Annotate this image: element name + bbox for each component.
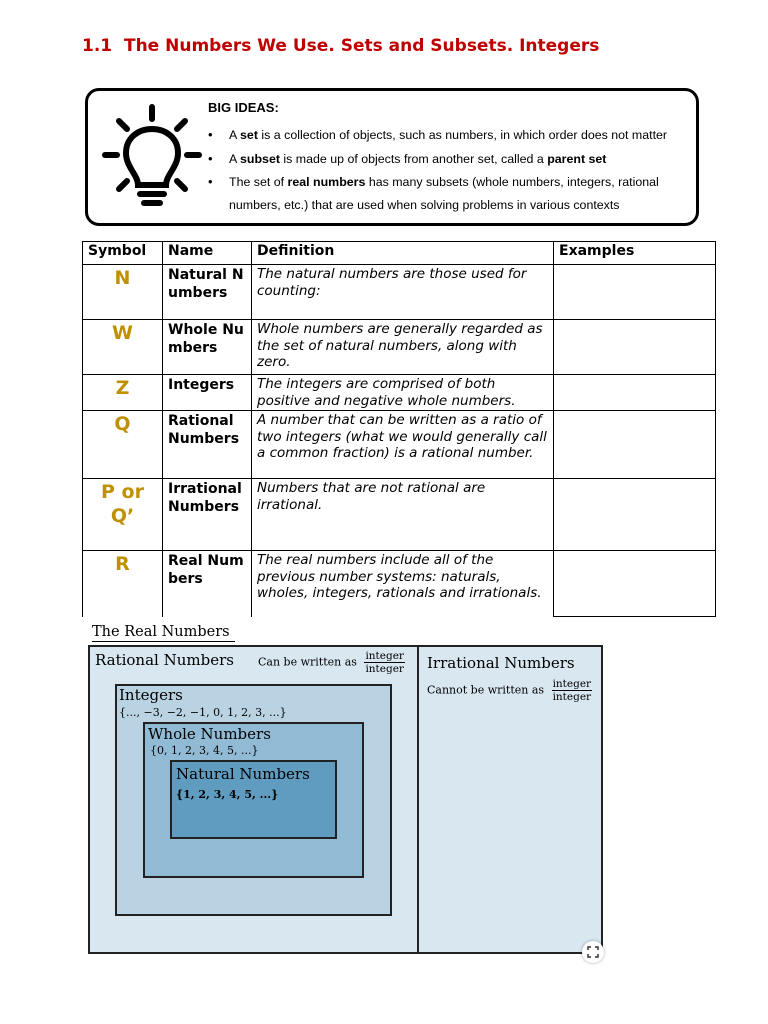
- name-cell: Real Numbers: [163, 551, 252, 617]
- table-header-row: [83, 242, 716, 265]
- examples-cell[interactable]: [554, 479, 716, 551]
- table-row-natural: [83, 265, 716, 320]
- symbol-cell: Q: [83, 411, 163, 479]
- irrational-fraction: $\frac{\text{integer}}{\text{integer}}$: [552, 678, 592, 703]
- whole-label: Whole Numbers: [148, 725, 271, 743]
- examples-cell[interactable]: [554, 411, 716, 479]
- header-examples: Examples: [554, 242, 716, 265]
- symbol-cell: Z: [83, 375, 163, 411]
- name-cell: Irrational Numbers: [163, 479, 252, 551]
- name-cell: Integers: [163, 375, 252, 411]
- big-idea-set: • A set is a collection of objects, such as numbers, in which order does not matter: [208, 123, 692, 147]
- definition-cell: Numbers that are not rational are irrational.: [252, 479, 554, 551]
- symbol-cell: P or Q’: [83, 479, 163, 551]
- big-ideas-heading: BIG IDEAS:: [208, 100, 279, 115]
- integers-label: Integers: [119, 686, 183, 704]
- header-name: Name: [163, 242, 252, 265]
- definition-cell: Whole numbers are generally regarded as the set of natural numbers, along with zero.: [252, 320, 554, 375]
- table-row-whole: [83, 320, 716, 375]
- integers-set: {..., −3, −2, −1, 0, 1, 2, 3, ...}: [119, 706, 287, 719]
- header-definition: Definition: [252, 242, 554, 265]
- rational-irrational-divider: [417, 645, 419, 954]
- section-title: 1.1 The Numbers We Use. Sets and Subsets. Integers: [82, 36, 600, 56]
- big-ideas-list: [208, 123, 692, 216]
- examples-cell[interactable]: [554, 551, 716, 617]
- rational-note: Can be written as $\frac{\text{integer}}{\text{integer}}$: [258, 650, 404, 675]
- expand-glyph: [582, 941, 604, 963]
- table-row-rational: [83, 411, 716, 479]
- table-row-integers: [83, 375, 716, 411]
- table-row-irrational: [83, 479, 716, 551]
- table-row-real: [83, 551, 716, 617]
- examples-cell[interactable]: [554, 375, 716, 411]
- big-idea-real-numbers: • The set of real numbers has many subsets (whole numbers, integers, rational numbers, etc.) that are used when solving problems in various contexts: [208, 171, 692, 216]
- name-cell: Rational Numbers: [163, 411, 252, 479]
- definition-cell: The real numbers include all of the previous number systems: naturals, wholes, integers, rationals and irrationals.: [252, 551, 554, 617]
- whole-set: {0, 1, 2, 3, 4, 5, ...}: [150, 744, 259, 757]
- big-ideas-box: [85, 88, 699, 226]
- definition-cell: The natural numbers are those used for counting:: [252, 265, 554, 320]
- number-sets-table: [82, 241, 716, 617]
- name-cell: Natural Numbers: [163, 265, 252, 320]
- examples-cell[interactable]: [554, 320, 716, 375]
- caption-underline: [92, 641, 235, 642]
- definition-cell: A number that can be written as a ratio of two integers (what we would generally call a common fraction) is a rational number.: [252, 411, 554, 479]
- irrational-note: Cannot be written as $\frac{\text{integer}}{\text{integer}}$: [427, 678, 592, 703]
- expand-icon[interactable]: [582, 941, 604, 963]
- symbol-cell: W: [83, 320, 163, 375]
- examples-cell[interactable]: [554, 265, 716, 320]
- natural-set: {1, 2, 3, 4, 5, ...}: [176, 788, 279, 801]
- natural-label: Natural Numbers: [176, 765, 310, 783]
- real-numbers-caption: The Real Numbers: [92, 624, 230, 640]
- symbol-cell: N: [83, 265, 163, 320]
- symbol-cell: R: [83, 551, 163, 617]
- irrational-label: Irrational Numbers: [427, 654, 575, 672]
- header-symbol: Symbol: [83, 242, 163, 265]
- lightbulb-icon: [102, 103, 202, 213]
- rational-label: Rational Numbers: [95, 651, 234, 669]
- big-idea-subset: • A subset is made up of objects from another set, called a parent set: [208, 147, 692, 171]
- name-cell: Whole Numbers: [163, 320, 252, 375]
- rational-fraction: $\frac{\text{integer}}{\text{integer}}$: [365, 650, 404, 675]
- definition-cell: The integers are comprised of both positive and negative whole numbers.: [252, 375, 554, 411]
